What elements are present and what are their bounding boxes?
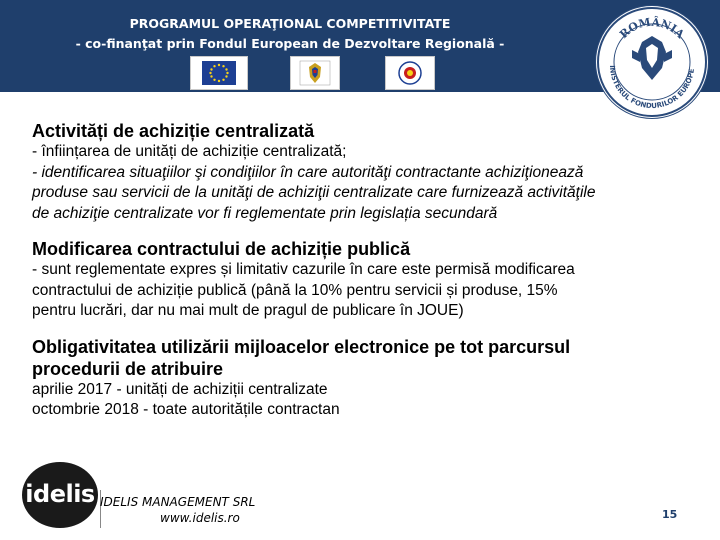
body-line: octombrie 2018 - toate autoritățile contractan xyxy=(32,401,340,418)
body-line: - înființarea de unități de achiziție centralizată; xyxy=(32,143,347,160)
section-centralized-procurement xyxy=(32,120,692,224)
program-title xyxy=(0,14,580,54)
header-banner xyxy=(0,0,720,111)
page-number: 15 xyxy=(662,508,678,521)
company-url[interactable]: www.idelis.ro xyxy=(160,511,240,525)
romania-coat-of-arms-logo xyxy=(290,56,340,90)
body-line: contractului de achiziție publică (până la 10% pentru servicii și produse, 15% xyxy=(32,281,558,299)
section-electronic-means xyxy=(32,336,692,421)
ministry-seal-icon xyxy=(596,6,708,118)
body-line: pentru lucrări, dar nu mai mult de pragul de publicare în JOUE) xyxy=(32,302,464,319)
section-heading: Modificarea contractului de achiziție publică xyxy=(32,239,411,259)
section-heading: procedurii de atribuire xyxy=(32,358,224,379)
section-heading: Activități de achiziție centralizată xyxy=(32,121,315,141)
body-line: - sunt reglementate expres și limitativ cazurile în care este permisă modificarea xyxy=(32,261,575,278)
company-name: IDELIS MANAGEMENT SRL xyxy=(100,495,256,509)
eu-flag-logo xyxy=(190,56,248,90)
seal-top-text: ROMÂNIA xyxy=(617,15,687,42)
company-info xyxy=(100,494,255,526)
body-line: produse sau servicii de la unităţi de achiziţii centralizate care furnizează activităţile xyxy=(32,184,596,201)
section-contract-modification xyxy=(32,238,692,322)
program-title-line1: PROGRAMUL OPERAŢIONAL COMPETITIVITATE xyxy=(129,16,451,31)
body-line: aprilie 2017 - unități de achiziții centralizate xyxy=(32,380,328,398)
seal-bottom-text: INISTERUL FONDURILOR EUROPE xyxy=(607,65,696,111)
coat-of-arms-icon xyxy=(299,59,331,87)
idelis-logo xyxy=(22,462,98,528)
idelis-logo-text: idelis xyxy=(25,480,95,508)
program-title-line2: - co-finanţat prin Fondul European de Dezvoltare Regională - xyxy=(75,36,505,51)
body-line: - identificarea situaţiilor şi condiţiilor în care autorităţi contractante achiziţionează xyxy=(32,163,584,181)
body-line: de achiziţie centralizate vor fi reglementate prin legislația secundară xyxy=(32,204,498,222)
ministry-emblem-logo xyxy=(385,56,435,90)
section-heading: Obligativitatea utilizării mijloacelor electronice pe tot parcursul xyxy=(32,336,571,357)
ministry-seal xyxy=(596,6,708,118)
slide-content xyxy=(32,120,692,421)
eu-flag-icon xyxy=(194,59,244,87)
ministry-emblem-icon xyxy=(394,59,426,87)
